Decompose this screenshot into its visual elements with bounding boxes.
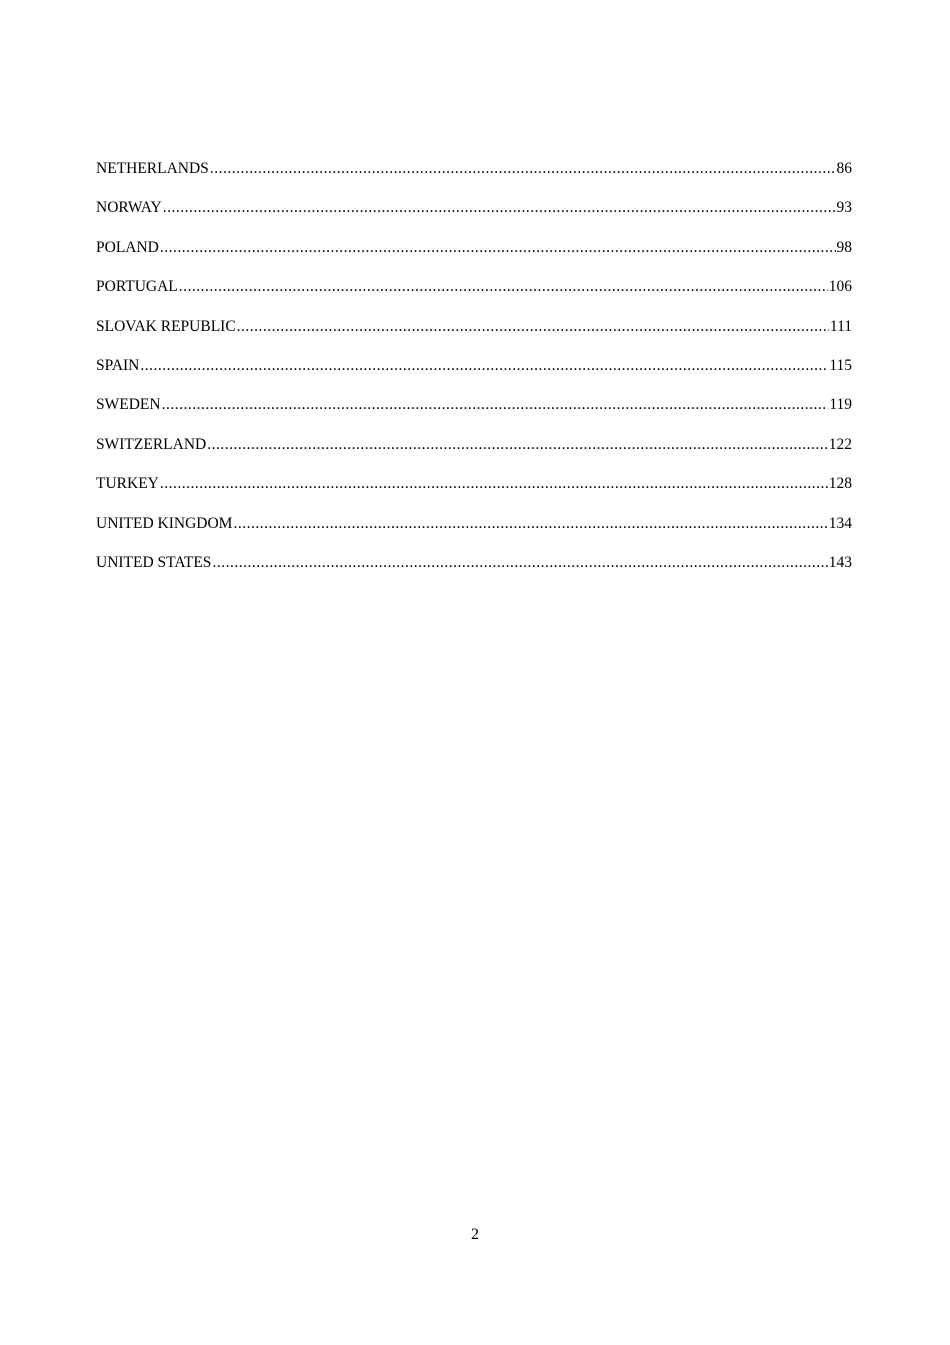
- toc-entry-title[interactable]: UNITED STATES: [96, 553, 212, 571]
- dot-leader: [207, 435, 828, 455]
- toc-entry-title[interactable]: SWITZERLAND: [96, 435, 207, 453]
- dot-leader: [212, 553, 827, 573]
- dot-leader: [237, 317, 829, 337]
- page-number: 2: [471, 1226, 479, 1243]
- dot-leader: [162, 395, 829, 415]
- toc-entry-page[interactable]: 106: [828, 278, 852, 296]
- toc-entry-title[interactable]: SPAIN: [96, 356, 140, 374]
- dot-leader: [160, 238, 836, 258]
- toc-entry-title[interactable]: TURKEY: [96, 475, 159, 493]
- dot-leader: [210, 159, 836, 179]
- toc-entry-slovak-republic[interactable]: [96, 317, 852, 356]
- dot-leader: [140, 356, 828, 376]
- toc-entry-title[interactable]: NORWAY: [96, 199, 162, 217]
- toc-entry-page[interactable]: 98: [836, 238, 852, 256]
- toc-entry-norway[interactable]: [96, 198, 852, 237]
- toc-entry-switzerland[interactable]: [96, 435, 852, 474]
- toc-entry-page[interactable]: 86: [836, 160, 852, 177]
- toc-entry-sweden[interactable]: [96, 395, 852, 434]
- dot-leader: [163, 198, 836, 218]
- toc-entry-title[interactable]: NETHERLANDS: [96, 160, 209, 177]
- toc-entry-united-states[interactable]: [96, 553, 852, 592]
- dot-leader: [160, 474, 828, 494]
- toc-entry-netherlands[interactable]: [96, 159, 852, 198]
- toc-entry-page[interactable]: 128: [828, 475, 852, 493]
- toc-entry-title[interactable]: UNITED KINGDOM: [96, 514, 233, 532]
- toc-entry-title[interactable]: POLAND: [96, 238, 159, 256]
- toc-entry-page[interactable]: 134: [828, 514, 852, 532]
- toc-entry-united-kingdom[interactable]: [96, 514, 852, 553]
- toc-entry-turkey[interactable]: [96, 474, 852, 513]
- table-of-contents: [96, 159, 852, 592]
- toc-entry-poland[interactable]: [96, 238, 852, 277]
- toc-entry-page[interactable]: 122: [828, 435, 852, 453]
- toc-entry-title[interactable]: SLOVAK REPUBLIC: [96, 317, 236, 335]
- toc-entry-page[interactable]: 93: [836, 199, 852, 217]
- toc-entry-page[interactable]: 119: [829, 396, 852, 414]
- dot-leader: [179, 277, 828, 297]
- toc-entry-page[interactable]: 111: [829, 317, 852, 335]
- toc-entry-portugal[interactable]: [96, 277, 852, 316]
- toc-entry-spain[interactable]: [96, 356, 852, 395]
- dot-leader: [233, 514, 827, 534]
- toc-entry-title[interactable]: SWEDEN: [96, 396, 161, 414]
- toc-entry-page[interactable]: 143: [828, 553, 852, 571]
- toc-entry-title[interactable]: PORTUGAL: [96, 278, 178, 296]
- toc-entry-page[interactable]: 115: [829, 356, 852, 374]
